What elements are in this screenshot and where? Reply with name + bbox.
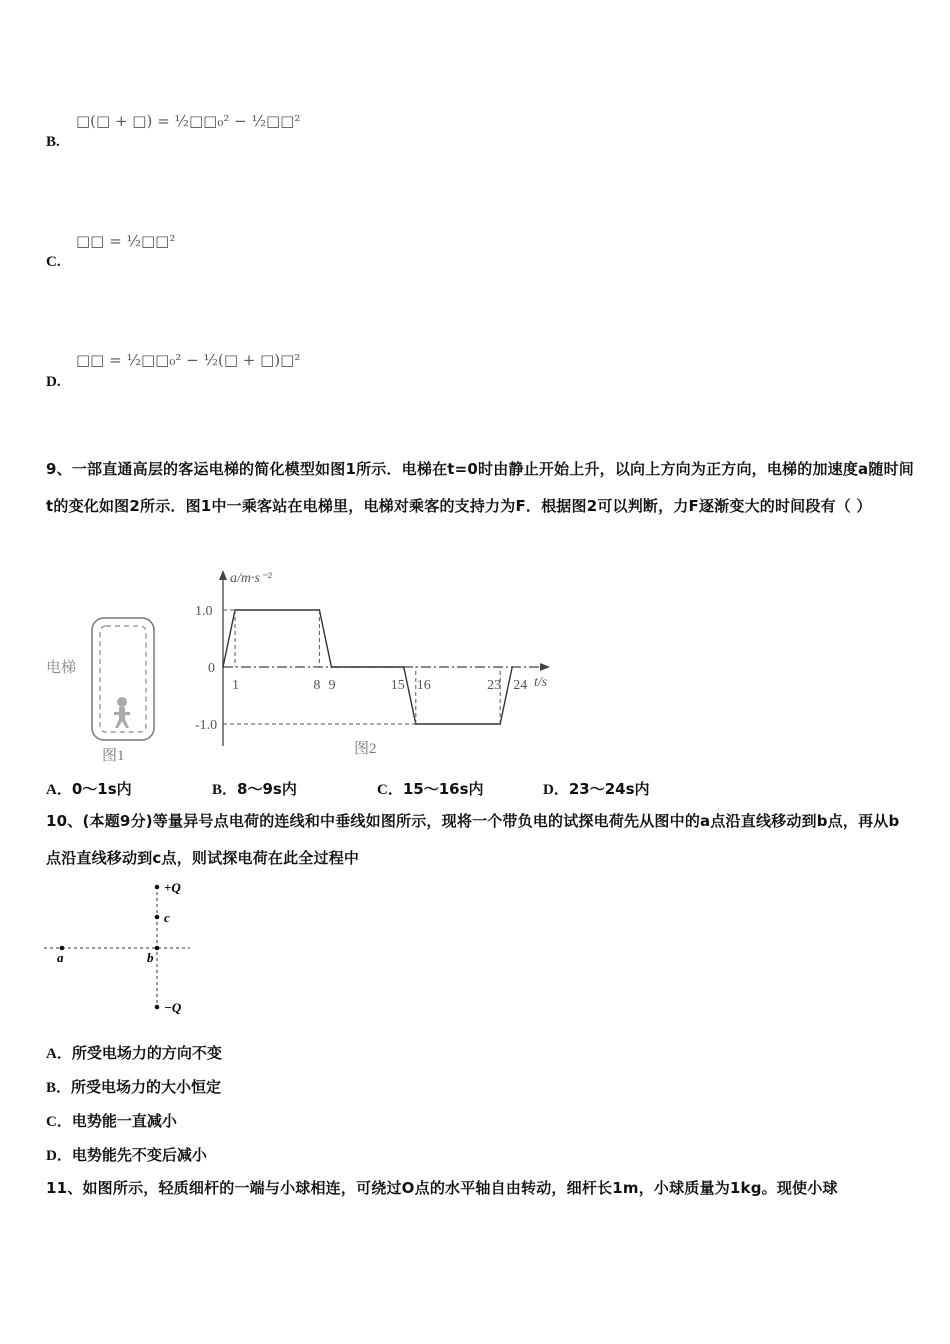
q10-choice-c-text: 电势能一直减小 [71, 1112, 177, 1130]
option-c-label: C. [46, 254, 61, 270]
x-tick-label: 16 [416, 678, 431, 693]
question-9-text: 9、一部直通高层的客运电梯的简化模型如图1所示．电梯在t=0时由静止开始上升，以向上方向为正方向，电梯的加速度a随时间t的变化如图2所示．图1中一乘客站在电梯里，电梯对乘客的支持力为F．根据图2可以判断，力F逐渐变大的时间段有（ ） [46, 460, 914, 515]
option-b-formula: □(□ + □) = ½□□₀² − ½□□² [76, 112, 301, 130]
minus-q-charge [155, 1005, 160, 1010]
q10-choice-d-label: D． [46, 1148, 72, 1164]
q10-choice-d-text: 电势能先不变后减小 [71, 1146, 207, 1164]
q9-choice-b[interactable] [212, 778, 297, 799]
figure-2-caption: 图2 [354, 741, 377, 757]
data-point [234, 609, 236, 611]
q9-choice-d-label: D． [543, 782, 569, 798]
figure-1-caption: 图1 [102, 748, 125, 764]
point-c [155, 915, 160, 920]
question-11-text: 11、如图所示，轻质细杆的一端与小球相连，可绕过O点的水平轴自由转动，细杆长1m，小球质量为1kg。现使小球 [46, 1179, 838, 1197]
y-tick-label: 0 [208, 661, 215, 676]
question-10-text: 10、(本题9分)等量异号点电荷的连线和中垂线如图所示，现将一个带负电的试探电荷先从图中的a点沿直线移动到b点，再从b点沿直线移动到c点，则试探电荷在此全过程中 [46, 812, 900, 867]
y-axis-label: a/m·s⁻² [230, 571, 272, 586]
q10-choice-a-label: A． [46, 1046, 72, 1062]
option-d-label: D. [46, 374, 61, 390]
q9-choice-c[interactable] [377, 778, 484, 799]
data-point [511, 666, 513, 668]
q10-choice-c[interactable] [46, 1110, 177, 1131]
plus-q-charge [155, 885, 160, 890]
a-label: a [57, 950, 64, 965]
q9-choice-c-text: 15～16s内 [402, 780, 484, 798]
plus-q-label: +Q [164, 880, 181, 895]
option-c-formula: □□ = ½□□² [76, 232, 176, 250]
q10-choice-b[interactable] [46, 1076, 221, 1097]
q9-choice-c-label: C． [377, 782, 403, 798]
x-tick-label: 15 [390, 678, 405, 693]
q9-choice-d[interactable] [543, 778, 650, 799]
q10-choice-b-text: 所受电场力的大小恒定 [71, 1078, 222, 1096]
q10-choice-a[interactable] [46, 1042, 222, 1063]
q10-choice-b-label: B． [46, 1080, 72, 1096]
b-label: b [147, 950, 154, 965]
x-tick-label: 9 [328, 678, 336, 693]
data-point [499, 723, 501, 725]
q9-choice-b-label: B． [212, 782, 238, 798]
x-tick-label: 24 [513, 678, 528, 693]
x-tick-label: 8 [313, 678, 321, 693]
option-d-formula: □□ = ½□□₀² − ½(□ + □)□² [76, 351, 301, 369]
q10-choice-d[interactable] [46, 1144, 207, 1165]
figure-2-chart [190, 566, 570, 766]
q10-choice-a-text: 所受电场力的方向不变 [71, 1044, 222, 1062]
data-point [222, 666, 224, 668]
data-point [415, 723, 417, 725]
figure-1-elevator [44, 610, 174, 770]
q9-choice-a-text: 0～1s内 [71, 780, 132, 798]
x-axis-label: t/s [534, 675, 548, 690]
x-tick-label: 1 [232, 678, 240, 693]
q10-choice-c-label: C． [46, 1114, 72, 1130]
x-tick-label: 23 [487, 678, 502, 693]
q9-choice-b-text: 8～9s内 [237, 780, 297, 798]
data-point [319, 609, 321, 611]
y-tick-label: 1.0 [195, 604, 213, 619]
option-b-label: B. [46, 134, 60, 150]
q9-choice-a[interactable] [46, 778, 132, 799]
point-b [155, 946, 160, 951]
y-tick-label: -1.0 [195, 718, 218, 733]
data-point [331, 666, 333, 668]
data-point [403, 666, 405, 668]
y-axis-arrow [219, 570, 227, 580]
x-axis-arrow [540, 663, 550, 671]
figure-charges [40, 878, 200, 1023]
elevator-label: 电梯 [46, 660, 77, 676]
q9-choice-d-text: 23～24s内 [568, 780, 650, 798]
q9-choice-a-label: A． [46, 782, 72, 798]
c-label: c [164, 910, 170, 925]
passenger-icon [114, 697, 130, 728]
minus-q-label: −Q [164, 1000, 182, 1015]
